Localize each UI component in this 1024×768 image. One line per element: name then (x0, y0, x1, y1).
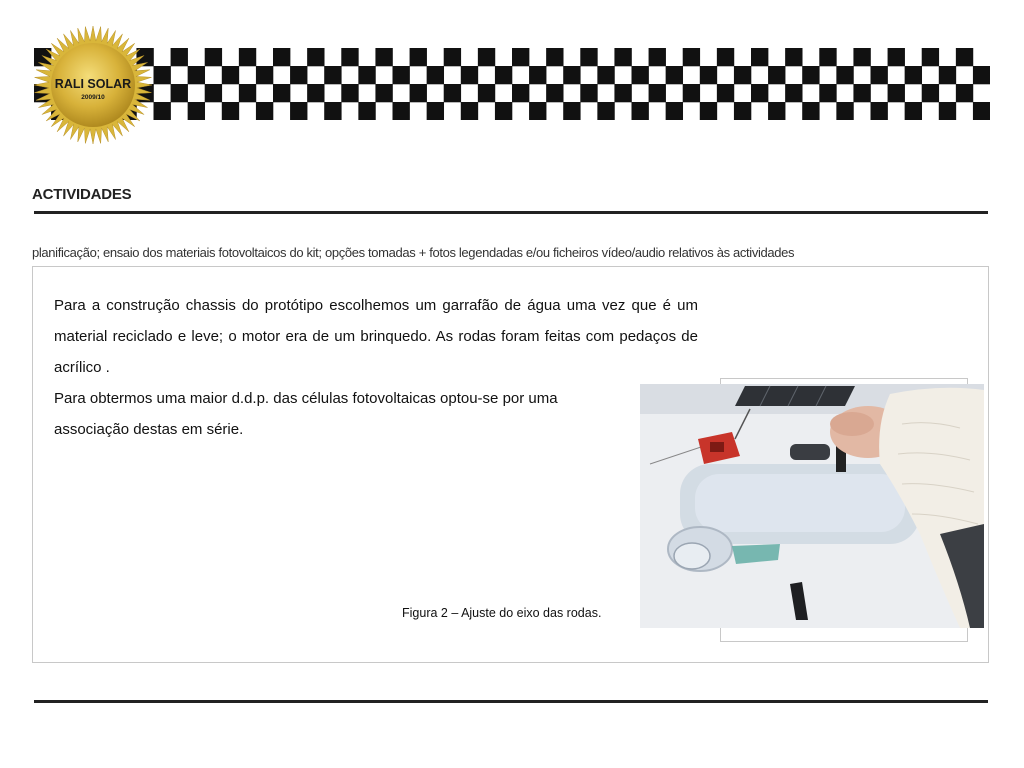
figure-caption: Figura 2 – Ajuste do eixo das rodas. (402, 606, 602, 620)
prototype-photo (640, 384, 984, 628)
section-subtitle: planificação; ensaio dos materiais fotovoltaicos do kit; opções tomadas + fotos legendadas e/ou ficheiros vídeo/audio relativos às actividades (32, 245, 795, 260)
heading-divider (34, 211, 988, 214)
paragraph-chassis: Para a construção chassis do protótipo escolhemos um garrafão de água uma vez que é um material reciclado e leve; o motor era de um brinquedo. As rodas foram feitas com pedaços de acrílico . (54, 297, 698, 376)
body-text (54, 290, 698, 445)
logo-year: 2009/10 (81, 94, 105, 101)
logo-title: RALI SOLAR (54, 77, 132, 91)
checkered-flag-banner (34, 48, 990, 120)
paragraph-cells: Para obtermos uma maior d.d.p. das células fotovoltaicas optou-se por uma associação destas em série. (54, 390, 558, 438)
footer-divider (34, 700, 988, 703)
section-title: ACTIVIDADES (32, 186, 132, 203)
rali-solar-logo (33, 24, 153, 146)
